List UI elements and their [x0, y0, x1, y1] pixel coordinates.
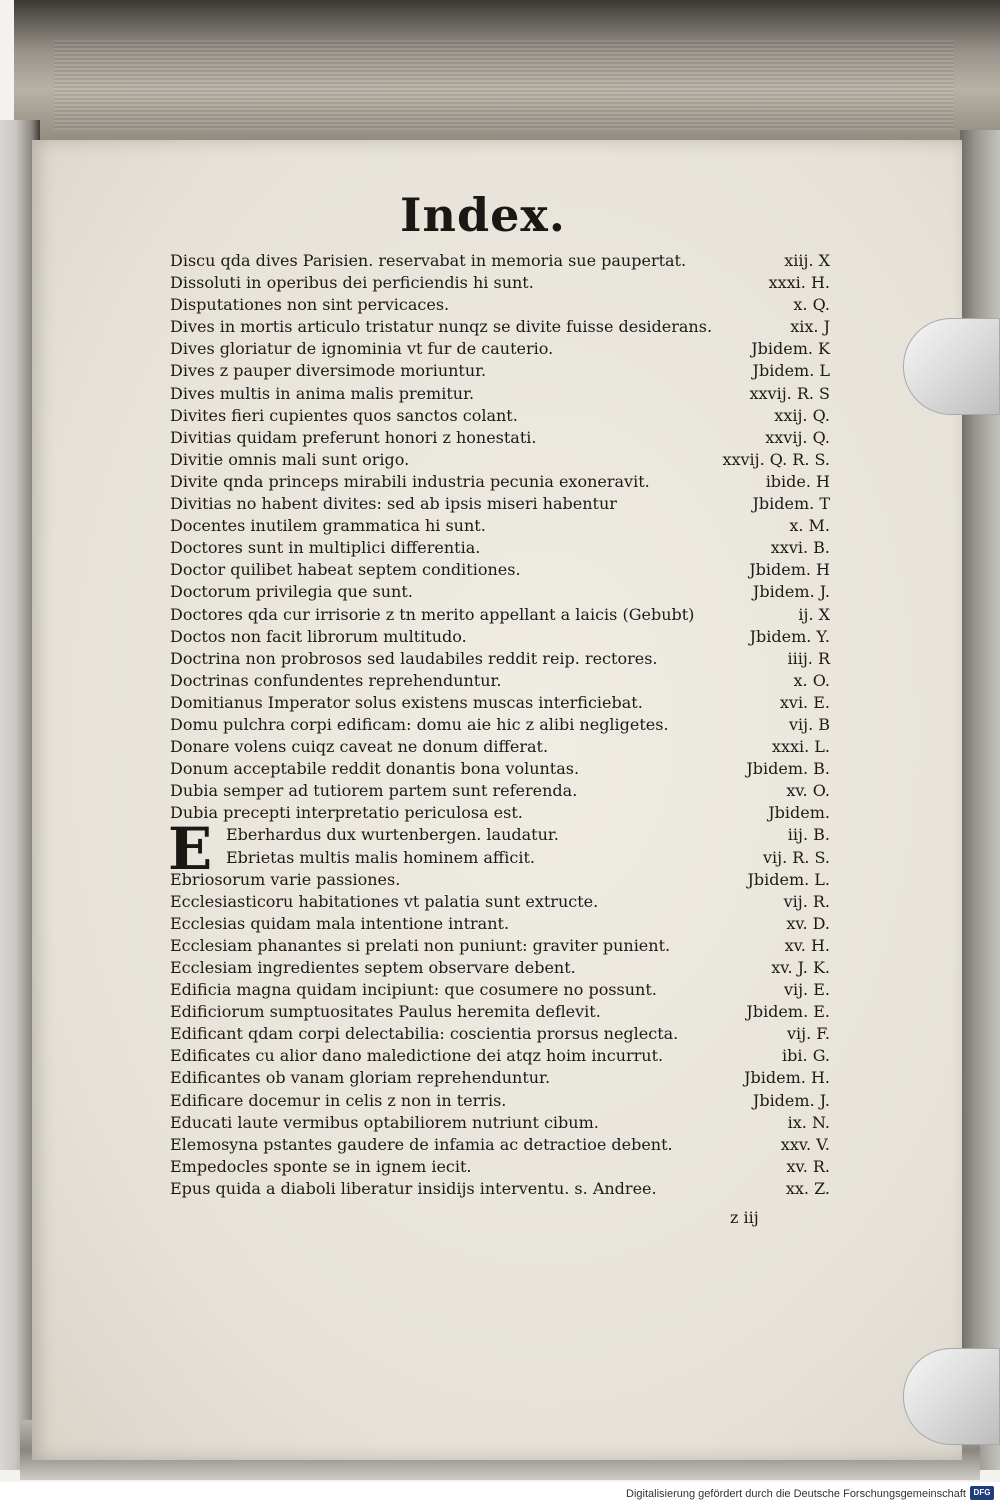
index-entry-reference: Jbidem. H	[749, 560, 830, 580]
index-entry-text: Edificiorum sumptuositates Paulus heremita deflevit.	[170, 1002, 601, 1022]
index-entry-reference: Jbidem. L.	[747, 869, 830, 889]
index-entry	[170, 1112, 830, 1134]
footer-credit: Digitalisierung gefördert durch die Deutsche Forschungsgemeinschaft	[626, 1488, 966, 1500]
index-entry	[170, 405, 830, 427]
index-entry	[170, 1156, 830, 1178]
index-entry-reference: Jbidem. E.	[746, 1002, 830, 1022]
index-entry-text: Donare volens cuiqz caveat ne donum differat.	[170, 737, 549, 757]
index-entry	[170, 692, 830, 714]
index-entry	[170, 449, 830, 471]
index-entry-reference: Jbidem. K	[751, 339, 830, 359]
index-entry	[170, 360, 830, 382]
index-entry-reference: xxxi. L.	[771, 737, 830, 757]
index-entry-reference: vij. F.	[787, 1024, 830, 1044]
index-entry	[170, 869, 830, 891]
index-entry	[170, 1023, 830, 1045]
index-entry-reference: xxvij. Q.	[765, 427, 830, 447]
index-entry-text: Docentes inutilem grammatica hi sunt.	[170, 516, 486, 536]
index-entry-text: Doctos non facit librorum multitudo.	[170, 626, 467, 646]
index-entry	[170, 957, 830, 979]
index-entry	[170, 604, 830, 626]
index-entry	[170, 338, 830, 360]
index-entry-reference: Jbidem. J.	[752, 582, 830, 602]
index-entry	[170, 515, 830, 537]
index-entry	[170, 758, 830, 780]
index-entry-text: Dubia semper ad tutiorem partem sunt referenda.	[170, 781, 578, 801]
index-entry-text: Dives multis in anima malis premitur.	[170, 383, 475, 403]
index-entry	[170, 891, 830, 913]
book-top-edge	[14, 0, 1000, 150]
index-entry-reference: xxv. V.	[780, 1134, 830, 1154]
index-entry-text: Dives in mortis articulo tristatur nunqz se divite fuisse desiderans.	[170, 317, 713, 337]
index-entry-reference: Jbidem. L	[752, 361, 830, 381]
index-entry-reference: Jbidem. B.	[746, 759, 830, 779]
index-entry	[170, 1045, 830, 1067]
index-entry	[170, 1001, 830, 1023]
index-entry-text: Doctrinas confundentes reprehenduntur.	[170, 670, 502, 690]
index-entry-reference: xv. R.	[786, 1156, 830, 1176]
index-entry-text: Divites fieri cupientes quos sanctos colant.	[170, 405, 518, 425]
index-entry-reference: x. M.	[789, 516, 830, 536]
index-entry-reference: xv. O.	[786, 781, 830, 801]
page-clip-top	[903, 318, 1000, 415]
index-entry	[170, 802, 830, 824]
index-list	[170, 250, 830, 1200]
index-entry-text: Dubia precepti interpretatio periculosa est.	[170, 803, 523, 823]
index-entry	[170, 626, 830, 648]
index-entry-reference: Jbidem. T	[752, 494, 830, 514]
index-entry-reference: ibide. H	[765, 471, 830, 491]
index-entry-reference: xxvij. R. S	[749, 383, 830, 403]
index-entry-text: Doctrina non probrosos sed laudabiles reddit reip. rectores.	[170, 648, 658, 668]
index-entry-text: Donum acceptabile reddit donantis bona voluntas.	[170, 759, 580, 779]
index-entry	[170, 493, 830, 515]
index-entry-text: Divitias quidam preferunt honori z honestati.	[170, 427, 537, 447]
index-entry-text: Dissoluti in operibus dei perficiendis hi sunt.	[170, 273, 534, 293]
index-entry-reference: vij. E.	[783, 980, 830, 1000]
page-heading: Index.	[400, 188, 566, 242]
index-entry-text: Educati laute vermibus optabiliorem nutriunt cibum.	[170, 1112, 599, 1132]
index-entry-reference: vij. R.	[783, 891, 830, 911]
index-entry	[170, 427, 830, 449]
index-entry	[170, 979, 830, 1001]
index-entry	[170, 1090, 830, 1112]
index-entry-reference: xv. H.	[784, 935, 830, 955]
index-entry	[170, 780, 830, 802]
index-entry-text: Edificant qdam corpi delectabilia: coscientia prorsus neglecta.	[170, 1024, 679, 1044]
index-entry-reference: xvi. E.	[779, 692, 830, 712]
drop-cap-initial: E	[168, 815, 213, 883]
index-entry-reference: ij. X	[798, 604, 830, 624]
index-entry-reference: vij. B	[788, 714, 830, 734]
dfg-logo: DFG	[970, 1486, 994, 1500]
index-entry-text: Dives gloriatur de ignominia vt fur de cauterio.	[170, 339, 554, 359]
index-entry-text: Ecclesiam phanantes si prelati non puniunt: graviter punient.	[170, 935, 671, 955]
index-entry	[170, 294, 830, 316]
index-entry-reference: Jbidem.	[768, 803, 830, 823]
index-entry-reference: xix. J	[790, 317, 830, 337]
page-edges	[54, 40, 954, 130]
index-entry-text: Domitianus Imperator solus existens muscas interficiebat.	[170, 692, 643, 712]
index-entry	[170, 1067, 830, 1089]
index-entry	[170, 935, 830, 957]
index-entry-text: Divite qnda princeps mirabili industria pecunia exoneravit.	[170, 471, 650, 491]
index-entry-text: Divitie omnis mali sunt origo.	[170, 449, 410, 469]
index-entry-text: Doctorum privilegia que sunt.	[170, 582, 413, 602]
index-entry-reference: iiij. R	[787, 648, 830, 668]
index-entry	[170, 471, 830, 493]
index-entry	[170, 913, 830, 935]
index-entry-text: Edificare docemur in celis z non in terris.	[170, 1090, 507, 1110]
index-entry-text: Edificia magna quidam incipiunt: que cosumere no possunt.	[170, 980, 657, 1000]
index-entry	[170, 581, 830, 603]
index-entry-text: Edificates cu alior dano maledictione dei atqz hoim incurrut.	[170, 1046, 664, 1066]
signature-mark: z iij	[730, 1208, 759, 1227]
index-entry	[170, 648, 830, 670]
index-entry-text: Doctores qda cur irrisorie z tn merito appellant a laicis (Gebubt)	[170, 604, 695, 624]
index-entry-reference: Jbidem. H.	[744, 1068, 830, 1088]
index-entry-text: Disputationes non sint pervicaces.	[170, 295, 450, 315]
index-entry-reference: Jbidem. J.	[752, 1090, 830, 1110]
index-entry-text: Elemosyna pstantes gaudere de infamia ac detractioe debent.	[170, 1134, 673, 1154]
index-entry-text: Doctores sunt in multiplici differentia.	[170, 538, 481, 558]
index-entry	[170, 736, 830, 758]
index-entry	[170, 383, 830, 405]
index-entry	[170, 824, 830, 846]
index-entry	[170, 316, 830, 338]
index-entry-text: Ecclesiam ingredientes septem observare debent.	[170, 958, 576, 977]
index-entry-text: Discu qda dives Parisien. reservabat in memoria sue paupertat.	[170, 251, 687, 270]
index-entry	[170, 272, 830, 294]
index-entry-reference: xxvij. Q. R. S.	[722, 449, 830, 469]
index-entry-text: Edificantes ob vanam gloriam reprehenduntur.	[170, 1068, 551, 1088]
index-entry-reference: xiij. X	[784, 251, 830, 270]
page-clip-bottom	[903, 1348, 1000, 1445]
index-entry	[170, 537, 830, 559]
index-entry	[170, 559, 830, 581]
index-entry-reference: xv. J. K.	[771, 958, 830, 977]
index-entry-reference: xxij. Q.	[774, 405, 830, 425]
index-entry-reference: ix. N.	[787, 1112, 830, 1132]
index-entry	[170, 670, 830, 692]
index-entry-reference: xxxi. H.	[768, 273, 830, 293]
index-entry-reference: x. O.	[793, 670, 830, 690]
index-entry	[170, 714, 830, 736]
index-entry-reference: x. Q.	[793, 295, 830, 315]
index-entry-text: Domu pulchra corpi edificam: domu aie hic z alibi negligetes.	[170, 714, 669, 734]
index-entry	[170, 1134, 830, 1156]
index-entry	[170, 1178, 830, 1200]
index-entry-reference: iij. B.	[787, 825, 830, 845]
index-entry-reference: xxvi. B.	[770, 538, 830, 558]
index-entry-reference: Jbidem. Y.	[749, 626, 830, 646]
index-entry-text: Ecclesias quidam mala intentione intrant.	[170, 913, 510, 933]
index-entry-reference: xx. Z.	[785, 1178, 830, 1198]
index-entry-text: Doctor quilibet habeat septem conditiones.	[170, 560, 521, 580]
index-entry-text: Epus quida a diaboli liberatur insidijs interventu. s. Andree.	[170, 1178, 657, 1198]
index-entry-text: Empedocles sponte se in ignem iecit.	[170, 1156, 472, 1176]
index-entry	[170, 847, 830, 869]
index-entry-reference: xv. D.	[786, 913, 830, 933]
index-entry-reference: vij. R. S.	[763, 847, 830, 867]
index-entry-text: Ebriosorum varie passiones.	[170, 869, 401, 889]
index-entry	[170, 250, 830, 272]
index-entry-text: Divitias no habent divites: sed ab ipsis miseri habentur	[170, 494, 617, 514]
index-entry-text: Ebrietas multis malis hominem afficit.	[226, 847, 535, 867]
index-entry-reference: ibi. G.	[782, 1046, 830, 1066]
index-entry-text: Dives z pauper diversimode moriuntur.	[170, 361, 487, 381]
index-entry-text: Eberhardus dux wurtenbergen. laudatur.	[226, 825, 559, 845]
index-entry-text: Ecclesiasticoru habitationes vt palatia sunt extructe.	[170, 891, 599, 911]
